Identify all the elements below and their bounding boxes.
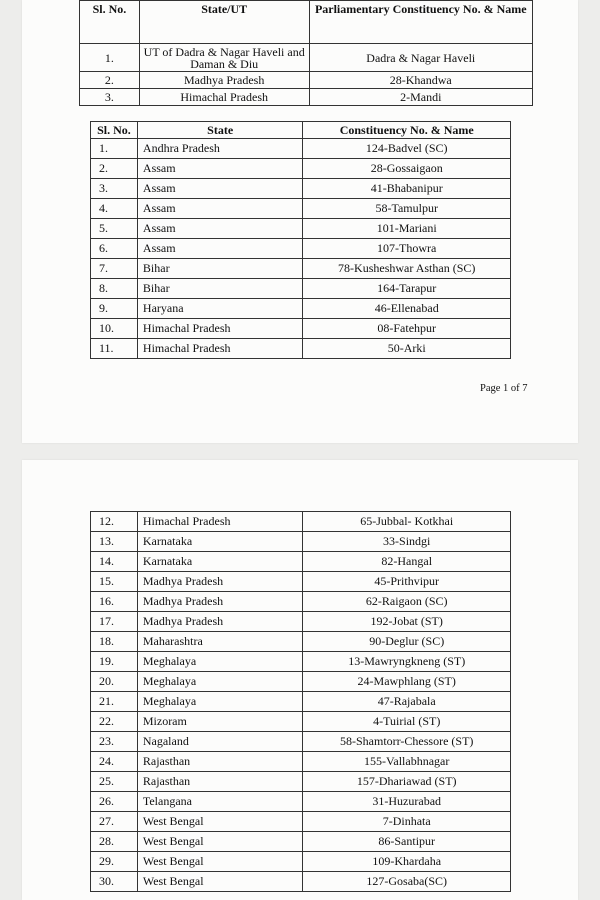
parliamentary-constituency-table: [79, 0, 533, 106]
constituency-cell: 192-Jobat (ST): [303, 612, 511, 632]
column-header-state-ut: State/UT: [139, 1, 309, 44]
table-row: [91, 159, 511, 179]
table-row: [91, 732, 511, 752]
table-row: [91, 652, 511, 672]
table-row: [91, 752, 511, 772]
constituency-cell: 33-Sindgi: [303, 532, 511, 552]
table-row: [91, 199, 511, 219]
state-cell: Madhya Pradesh: [137, 572, 303, 592]
sl-no-cell: 9.: [91, 299, 138, 319]
state-cell: UT of Dadra & Nagar Haveli and Daman & Diu: [139, 44, 309, 72]
constituency-cell: Dadra & Nagar Haveli: [309, 44, 532, 72]
sl-no-cell: 28.: [91, 832, 138, 852]
table-row: [91, 279, 511, 299]
sl-no-cell: 20.: [91, 672, 138, 692]
page-number: Page 1 of 7: [480, 383, 528, 394]
constituency-cell: 4-Tuirial (ST): [303, 712, 511, 732]
table-row: [91, 572, 511, 592]
constituency-cell: 45-Prithvipur: [303, 572, 511, 592]
state-cell: Assam: [137, 199, 303, 219]
sl-no-cell: 26.: [91, 792, 138, 812]
table-row: [91, 259, 511, 279]
state-cell: Rajasthan: [137, 772, 303, 792]
sl-no-cell: 22.: [91, 712, 138, 732]
constituency-cell: 7-Dinhata: [303, 812, 511, 832]
sl-no-cell: 23.: [91, 732, 138, 752]
table-row: [91, 219, 511, 239]
table-row: [80, 44, 533, 72]
state-cell: Bihar: [137, 259, 303, 279]
column-header-sl-no: Sl. No.: [91, 122, 138, 139]
state-cell: Rajasthan: [137, 752, 303, 772]
constituency-cell: 86-Santipur: [303, 832, 511, 852]
constituency-cell: 28-Gossaigaon: [303, 159, 511, 179]
state-cell: Madhya Pradesh: [139, 72, 309, 89]
constituency-cell: 82-Hangal: [303, 552, 511, 572]
sl-no-cell: 17.: [91, 612, 138, 632]
constituency-cell: 155-Vallabhnagar: [303, 752, 511, 772]
state-cell: West Bengal: [137, 812, 303, 832]
constituency-cell: 58-Shamtorr-Chessore (ST): [303, 732, 511, 752]
sl-no-cell: 8.: [91, 279, 138, 299]
state-cell: Assam: [137, 219, 303, 239]
table-row: [91, 832, 511, 852]
sl-no-cell: 2.: [80, 72, 140, 89]
state-cell: Karnataka: [137, 552, 303, 572]
column-header-state: State: [137, 122, 303, 139]
state-cell: Andhra Pradesh: [137, 139, 303, 159]
table-row: [91, 339, 511, 359]
sl-no-cell: 1.: [91, 139, 138, 159]
sl-no-cell: 24.: [91, 752, 138, 772]
table-row: [91, 592, 511, 612]
sl-no-cell: 4.: [91, 199, 138, 219]
sl-no-cell: 7.: [91, 259, 138, 279]
column-header-constituency: Constituency No. & Name: [303, 122, 511, 139]
column-header-sl-no: Sl. No.: [80, 1, 140, 44]
sl-no-cell: 5.: [91, 219, 138, 239]
constituency-cell: 13-Mawryngkneng (ST): [303, 652, 511, 672]
constituency-cell: 78-Kusheshwar Asthan (SC): [303, 259, 511, 279]
table-row: [91, 812, 511, 832]
table-row: [91, 872, 511, 892]
assembly-constituency-table-page-2: [90, 511, 511, 892]
table-row: [91, 532, 511, 552]
table-row: [91, 792, 511, 812]
constituency-cell: 90-Deglur (SC): [303, 632, 511, 652]
state-cell: Assam: [137, 159, 303, 179]
table-row: [91, 772, 511, 792]
sl-no-cell: 1.: [80, 44, 140, 72]
state-cell: Assam: [137, 239, 303, 259]
constituency-cell: 08-Fatehpur: [303, 319, 511, 339]
state-cell: Assam: [137, 179, 303, 199]
table-row: [91, 692, 511, 712]
state-cell: Himachal Pradesh: [137, 512, 303, 532]
state-cell: Karnataka: [137, 532, 303, 552]
state-cell: Meghalaya: [137, 692, 303, 712]
sl-no-cell: 12.: [91, 512, 138, 532]
sl-no-cell: 3.: [91, 179, 138, 199]
state-cell: Meghalaya: [137, 652, 303, 672]
sl-no-cell: 13.: [91, 532, 138, 552]
state-cell: West Bengal: [137, 852, 303, 872]
sl-no-cell: 3.: [80, 89, 140, 106]
table-row: [91, 672, 511, 692]
constituency-cell: 28-Khandwa: [309, 72, 532, 89]
state-cell: Nagaland: [137, 732, 303, 752]
state-cell: West Bengal: [137, 872, 303, 892]
table-row: [91, 179, 511, 199]
state-cell: Madhya Pradesh: [137, 612, 303, 632]
constituency-cell: 2-Mandi: [309, 89, 532, 106]
document-page-2: [22, 460, 578, 900]
constituency-cell: 164-Tarapur: [303, 279, 511, 299]
sl-no-cell: 2.: [91, 159, 138, 179]
document-page-1: [22, 0, 578, 443]
state-cell: Himachal Pradesh: [139, 89, 309, 106]
table-row: [80, 72, 533, 89]
table-row: [91, 239, 511, 259]
state-cell: Himachal Pradesh: [137, 339, 303, 359]
table-header-row: [91, 122, 511, 139]
sl-no-cell: 16.: [91, 592, 138, 612]
sl-no-cell: 18.: [91, 632, 138, 652]
constituency-cell: 47-Rajabala: [303, 692, 511, 712]
constituency-cell: 109-Khardaha: [303, 852, 511, 872]
state-cell: Maharashtra: [137, 632, 303, 652]
table-row: [91, 552, 511, 572]
constituency-cell: 157-Dhariawad (ST): [303, 772, 511, 792]
state-cell: Haryana: [137, 299, 303, 319]
table-row: [91, 139, 511, 159]
assembly-constituency-table-page-1: [90, 121, 511, 359]
table-row: [91, 632, 511, 652]
table-row: [91, 612, 511, 632]
state-cell: Meghalaya: [137, 672, 303, 692]
sl-no-cell: 14.: [91, 552, 138, 572]
state-cell: Bihar: [137, 279, 303, 299]
table-row: [91, 712, 511, 732]
constituency-cell: 62-Raigaon (SC): [303, 592, 511, 612]
state-cell: West Bengal: [137, 832, 303, 852]
state-cell: Telangana: [137, 792, 303, 812]
sl-no-cell: 11.: [91, 339, 138, 359]
constituency-cell: 50-Arki: [303, 339, 511, 359]
table-row: [80, 89, 533, 106]
constituency-cell: 24-Mawphlang (ST): [303, 672, 511, 692]
sl-no-cell: 25.: [91, 772, 138, 792]
table-row: [91, 852, 511, 872]
constituency-cell: 41-Bhabanipur: [303, 179, 511, 199]
constituency-cell: 58-Tamulpur: [303, 199, 511, 219]
state-cell: Mizoram: [137, 712, 303, 732]
sl-no-cell: 27.: [91, 812, 138, 832]
constituency-cell: 65-Jubbal- Kotkhai: [303, 512, 511, 532]
sl-no-cell: 6.: [91, 239, 138, 259]
sl-no-cell: 30.: [91, 872, 138, 892]
sl-no-cell: 10.: [91, 319, 138, 339]
constituency-cell: 31-Huzurabad: [303, 792, 511, 812]
table-row: [91, 299, 511, 319]
column-header-parliamentary-constituency: Parliamentary Constituency No. & Name: [309, 1, 532, 44]
table-row: [91, 512, 511, 532]
constituency-cell: 46-Ellenabad: [303, 299, 511, 319]
sl-no-cell: 19.: [91, 652, 138, 672]
constituency-cell: 127-Gosaba(SC): [303, 872, 511, 892]
sl-no-cell: 21.: [91, 692, 138, 712]
table-row: [91, 319, 511, 339]
sl-no-cell: 29.: [91, 852, 138, 872]
constituency-cell: 124-Badvel (SC): [303, 139, 511, 159]
sl-no-cell: 15.: [91, 572, 138, 592]
table-header-row: [80, 1, 533, 44]
constituency-cell: 107-Thowra: [303, 239, 511, 259]
state-cell: Himachal Pradesh: [137, 319, 303, 339]
constituency-cell: 101-Mariani: [303, 219, 511, 239]
state-cell: Madhya Pradesh: [137, 592, 303, 612]
